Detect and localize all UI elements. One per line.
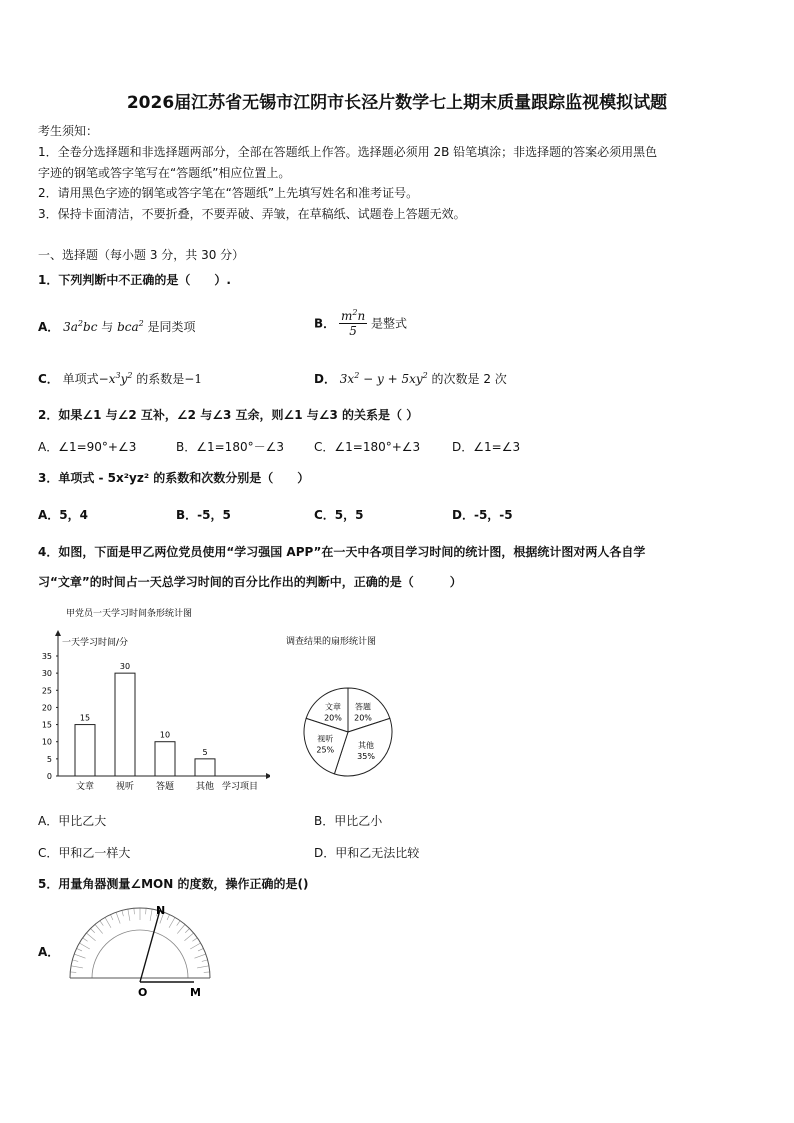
pie-slice-name: 文章: [324, 702, 341, 712]
protractor-tick: [167, 915, 170, 920]
bar-chart: [30, 604, 270, 800]
q1-option-d[interactable]: [314, 370, 507, 387]
protractor-tick: [95, 924, 103, 933]
option-label: C．: [38, 372, 59, 386]
text: 是同类项: [143, 320, 196, 334]
fraction: [339, 308, 367, 338]
notice-line-4: 3．保持卡面清洁，不要折叠，不要弄破、弄皱，在草稿纸、试题卷上答题无效。: [38, 207, 466, 221]
q3-option-c[interactable]: C．5，5: [314, 508, 364, 522]
protractor-tick: [83, 938, 88, 941]
q3-option-d[interactable]: D．-5，-5: [452, 508, 513, 522]
exam-title: 2026届江苏省无锡市江阴市长泾片数学七上期末质量跟踪监视模拟试题: [126, 93, 668, 113]
bar-value-label: 30: [119, 662, 131, 672]
protractor-tick: [128, 909, 130, 921]
protractor-tick: [202, 960, 208, 962]
notice-line-2: 字迹的钢笔或答字笔写在“答题纸”相应位置上。: [38, 166, 291, 180]
protractor-tick: [198, 948, 203, 951]
protractor-tick: [79, 943, 89, 949]
q2-stem: 2．如果∠1 与∠2 互补，∠2 与∠3 互余，则∠1 与∠3 的关系是（ ）: [38, 408, 419, 422]
protractor-tick: [134, 908, 135, 914]
x-axis-arrow: [266, 773, 270, 779]
bar-value-label: 10: [159, 730, 171, 740]
protractor-tick: [185, 929, 189, 933]
q5-option-a-label[interactable]: A．: [38, 945, 60, 959]
q4-stem-line-2: 习“文章”的时间占一天总学习时间的百分比作出的判断中，正确的是（ ）: [38, 575, 462, 589]
exponent: 2: [422, 371, 428, 380]
protractor-tick: [71, 966, 83, 968]
protractor-tick: [146, 908, 147, 914]
y-tick-label: 20: [41, 703, 52, 713]
option-label: B．: [314, 316, 336, 331]
bar-value-label: 15: [79, 713, 91, 723]
pie-slice-name: 其他: [358, 741, 375, 751]
q4-option-d[interactable]: D．甲和乙无法比较: [314, 846, 420, 860]
pie-slice-percent: 20%: [354, 713, 372, 723]
protractor-tick: [91, 929, 95, 933]
protractor-tick: [195, 954, 206, 958]
math-term: y: [120, 372, 128, 386]
protractor-tick: [197, 966, 209, 968]
math-term: − y + 5xy: [359, 372, 423, 386]
x-tick-label: 视听: [115, 782, 135, 792]
section-heading: 一、选择题（每小题 3 分，共 30 分）: [38, 248, 245, 262]
q1-option-a[interactable]: [38, 318, 196, 335]
bar: [75, 725, 95, 776]
notice-line-3: 2．请用黑色字迹的钢笔或答字笔在“答题纸”上先填写姓名和准考证号。: [38, 186, 419, 200]
protractor-figure[interactable]: [62, 900, 222, 1000]
y-tick-label: 30: [41, 669, 52, 679]
y-axis-label: 一天学习时间/分: [62, 638, 129, 648]
protractor-tick: [122, 910, 124, 916]
notice-line-1: 1．全卷分选择题和非选择题两部分，全部在答题纸上作答。选择题必须用 2B 铅笔填涂；非选择题的答案必须用黑色: [38, 145, 658, 159]
text: 的次数是 2 次: [427, 372, 507, 386]
protractor-tick: [177, 924, 185, 933]
q3-option-a[interactable]: A．5，4: [38, 508, 88, 522]
x-tick-label: 答题: [155, 782, 175, 792]
q3-option-b[interactable]: B．-5，5: [176, 508, 231, 522]
math-term: 3a: [63, 320, 78, 334]
q1-option-b[interactable]: [314, 308, 407, 338]
x-tick-label: 文章: [75, 782, 95, 792]
q2-option-d[interactable]: D．∠1=∠3: [452, 440, 521, 454]
q3-stem: 3．单项式 - 5x²yz² 的系数和次数分别是（ ）: [38, 471, 310, 485]
math-term: −x: [98, 372, 116, 386]
q1-stem: 1．下列判断中不正确的是（ ）.: [38, 273, 231, 287]
protractor-tick: [74, 954, 85, 958]
protractor-tick: [184, 933, 193, 941]
q2-option-c[interactable]: C．∠1=180°+∠3: [314, 440, 421, 454]
text: 是整式: [371, 316, 408, 331]
notice-heading: 考生须知：: [38, 124, 99, 138]
q5-stem: 5．用量角器测量∠MON 的度数，操作正确的是(): [38, 877, 309, 891]
math-term: bca: [117, 320, 139, 334]
label-n: N: [156, 904, 166, 917]
protractor-tick: [86, 933, 95, 941]
protractor-tick: [105, 917, 111, 927]
protractor-tick: [77, 948, 82, 951]
protractor-tick: [150, 909, 152, 921]
exponent: 2: [354, 371, 360, 380]
pie-slice-percent: 25%: [316, 745, 335, 755]
exponent: 2: [138, 319, 144, 328]
bar: [195, 759, 215, 776]
protractor-tick: [100, 921, 103, 926]
y-tick-label: 5: [46, 754, 52, 764]
pie-slice-name: 答题: [355, 702, 372, 712]
label-o: O: [138, 986, 148, 999]
x-tick-label: 其他: [195, 782, 215, 792]
option-label: D．: [314, 372, 336, 386]
q2-option-b[interactable]: B．∠1=180°－∠3: [176, 440, 284, 454]
y-tick-label: 15: [41, 720, 52, 730]
math-term: bc: [83, 320, 98, 334]
y-tick-label: 25: [41, 686, 52, 696]
pie-slice-name: 视听: [317, 734, 334, 744]
exponent: 3: [115, 371, 121, 380]
exponent: 2: [127, 371, 133, 380]
text: 的系数是: [132, 372, 185, 386]
pie-slice-percent: 20%: [324, 713, 342, 723]
math-value: −1: [184, 372, 202, 386]
fraction-denominator: 5: [349, 324, 357, 338]
protractor-inner-arc: [92, 930, 188, 978]
pie-chart: [282, 632, 422, 782]
q4-option-a[interactable]: A．甲比乙大: [38, 814, 107, 828]
protractor-tick: [72, 960, 78, 962]
q2-option-a[interactable]: A．∠1=90°+∠3: [38, 440, 137, 454]
protractor-tick: [70, 972, 76, 973]
math-term: 3x: [339, 372, 355, 386]
q1-option-c[interactable]: [38, 370, 202, 387]
bar-value-label: 5: [202, 747, 208, 757]
exponent: 2: [77, 319, 84, 328]
protractor-tick: [116, 912, 120, 923]
chart-title: 甲党员一天学习时间条形统计图: [66, 609, 193, 619]
q4-stem-line-1: 4．如图，下面是甲乙两位党员使用“学习强国 APP”在一天中各项目学习时间的统计图，根据统计图对两人各自学: [38, 545, 646, 559]
y-tick-label: 10: [41, 737, 52, 747]
option-label: A．: [38, 320, 60, 334]
x-axis-label: 学习项目: [222, 782, 259, 792]
text: 与: [97, 320, 118, 334]
fraction-numerator: $m^2n$: [340, 308, 366, 323]
y-tick-label: 35: [41, 652, 52, 661]
y-tick-label: 0: [46, 772, 52, 781]
q4-option-b[interactable]: B．甲比乙小: [314, 814, 383, 828]
text: 单项式: [62, 372, 99, 386]
protractor-tick: [169, 917, 175, 927]
pie-slice-percent: 35%: [357, 752, 375, 762]
chart-title: 调查结果的扇形统计图: [286, 637, 377, 647]
protractor-tick: [192, 938, 197, 941]
label-m: M: [190, 986, 201, 999]
protractor-tick: [204, 972, 210, 973]
y-axis-arrow: [55, 630, 61, 636]
protractor-tick: [190, 943, 200, 949]
bar: [115, 673, 135, 776]
protractor-tick: [177, 921, 180, 926]
protractor-tick: [110, 915, 113, 920]
bar: [155, 742, 175, 776]
q4-option-c[interactable]: C．甲和乙一样大: [38, 846, 131, 860]
